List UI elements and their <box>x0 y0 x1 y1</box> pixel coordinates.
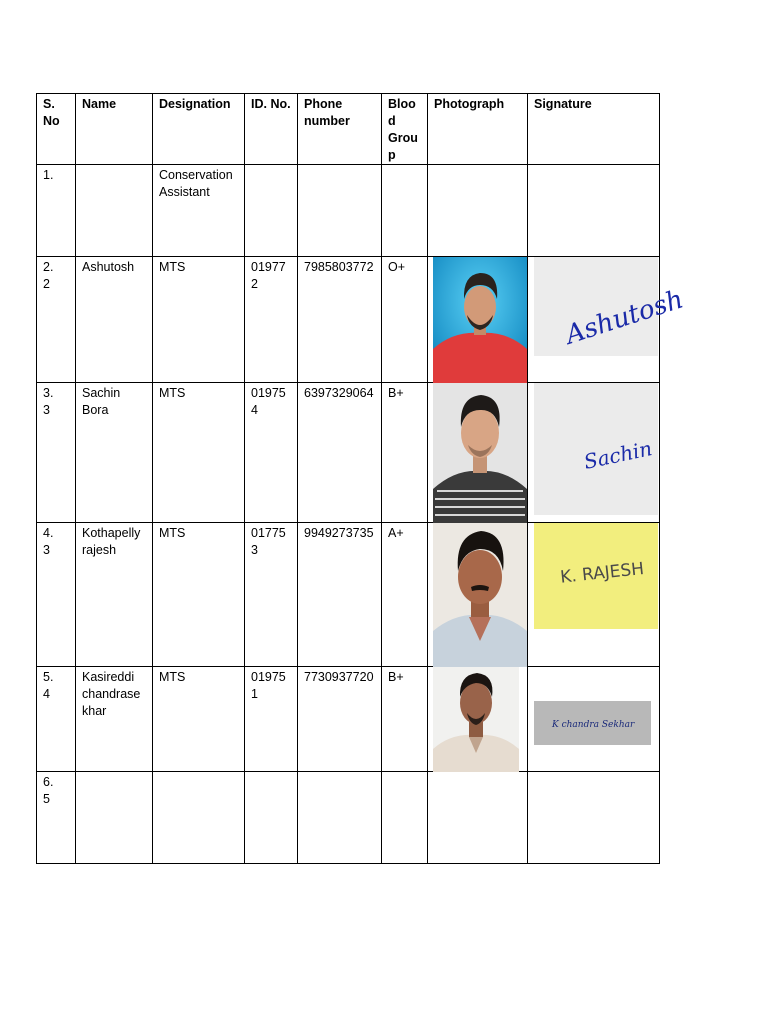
staff-table <box>36 93 688 864</box>
photo-cell <box>428 257 528 383</box>
id-cell: 01775 3 <box>245 523 298 667</box>
designation-cell: Conservation Assistant <box>153 165 245 257</box>
blood-cell: B+ <box>382 383 428 523</box>
phone-cell: 6397329064 <box>298 383 382 523</box>
blood-cell: O+ <box>382 257 428 383</box>
designation-cell: MTS <box>153 667 245 772</box>
signature-image <box>534 383 658 515</box>
signature-cell <box>528 523 660 667</box>
sno-cell: 1. <box>37 165 76 257</box>
photo-cell <box>428 523 528 667</box>
name-cell: Sachin Bora <box>76 383 153 523</box>
signature-cell <box>528 165 660 257</box>
photo-cell <box>428 383 528 523</box>
portrait-photo <box>433 667 519 771</box>
blood-cell <box>382 772 428 864</box>
id-cell: 01977 2 <box>245 257 298 383</box>
header-blood-group: Bloo d Grou p <box>382 94 428 165</box>
name-cell: Kasireddi chandrase khar <box>76 667 153 772</box>
designation-cell: MTS <box>153 383 245 523</box>
header-name: Name <box>76 94 153 165</box>
signature-cell <box>528 383 660 523</box>
table-row <box>37 383 660 523</box>
header-signature: Signature <box>528 94 660 165</box>
photo-cell <box>428 772 528 864</box>
phone-cell <box>298 165 382 257</box>
designation-cell <box>153 772 245 864</box>
name-cell: Kothapelly rajesh <box>76 523 153 667</box>
sno-cell: 3. 3 <box>37 383 76 523</box>
signature-image <box>534 701 651 745</box>
sno-cell: 5. 4 <box>37 667 76 772</box>
phone-cell: 9949273735 <box>298 523 382 667</box>
signature-image <box>534 523 658 629</box>
header-phone: Phone number <box>298 94 382 165</box>
signature-cell <box>528 772 660 864</box>
table-row <box>37 667 660 772</box>
id-cell: 01975 1 <box>245 667 298 772</box>
header-id-no: ID. No. <box>245 94 298 165</box>
signature-text: Ashutosh <box>562 284 688 351</box>
phone-cell: 7985803772 <box>298 257 382 383</box>
header-designation: Designation <box>153 94 245 165</box>
table-row <box>37 772 660 864</box>
portrait-photo <box>433 257 527 382</box>
designation-cell: MTS <box>153 523 245 667</box>
id-cell <box>245 165 298 257</box>
signature-text: Sachin <box>581 436 655 474</box>
blood-cell <box>382 165 428 257</box>
table-row <box>37 257 660 383</box>
portrait-photo <box>433 383 527 522</box>
phone-cell <box>298 772 382 864</box>
header-sno: S. No <box>37 94 76 165</box>
signature-text: K. RAJESH <box>559 559 645 588</box>
name-cell: Ashutosh <box>76 257 153 383</box>
blood-cell: B+ <box>382 667 428 772</box>
signature-text: K chandra Sekhar <box>552 720 635 730</box>
id-cell: 01975 4 <box>245 383 298 523</box>
phone-cell: 7730937720 <box>298 667 382 772</box>
sno-cell: 4. 3 <box>37 523 76 667</box>
photo-cell <box>428 165 528 257</box>
name-cell <box>76 772 153 864</box>
signature-image <box>534 257 688 356</box>
signature-cell <box>528 257 688 383</box>
table-row <box>37 523 660 667</box>
portrait-photo <box>433 523 527 666</box>
photo-cell <box>428 667 528 772</box>
blood-cell: A+ <box>382 523 428 667</box>
sno-cell: 6. 5 <box>37 772 76 864</box>
table-row <box>37 165 660 257</box>
name-cell <box>76 165 153 257</box>
id-cell <box>245 772 298 864</box>
header-photograph: Photograph <box>428 94 528 165</box>
signature-cell <box>528 667 660 772</box>
sno-cell: 2. 2 <box>37 257 76 383</box>
designation-cell: MTS <box>153 257 245 383</box>
header-row <box>37 94 660 165</box>
